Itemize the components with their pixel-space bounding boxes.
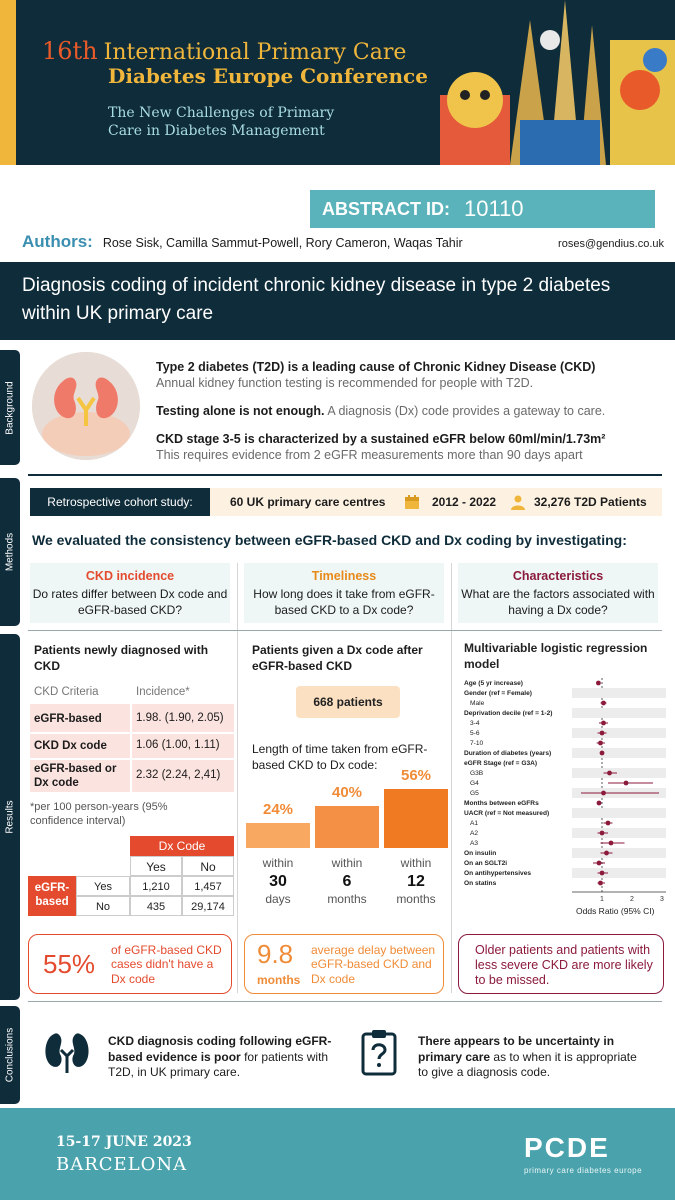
column-divider [451,563,452,993]
criteria-cell: eGFR-based or Dx code [34,763,117,790]
dx-yes-header: Yes [130,856,182,876]
column-question-characteristics: What are the factors associated with having a Dx code? [461,587,655,617]
forest-point [600,831,605,836]
background-point-1-detail: Annual kidney function testing is recommended for people with T2D. [156,376,534,390]
bar-percent-label: 40% [331,784,363,801]
study-type-label: Retrospective cohort study: [30,488,210,516]
section-tab-conclusions [0,1006,20,1104]
timeliness-heading: Patients given a Dx code after eGFR-based CKD [252,643,423,674]
table-row [30,734,234,758]
callout-characteristics [458,934,664,994]
forest-row-label: On statins [464,880,497,887]
conference-name-line1 [42,38,406,65]
background-point-2-detail: A diagnosis (Dx) code provides a gateway to care. [327,404,606,418]
egfr-based-label: eGFR-based [28,876,76,916]
forest-row-band [572,748,666,758]
study-summary-bar [30,488,662,516]
poster-title-bar [0,262,675,340]
forest-row-label: 5-6 [470,730,480,737]
forest-row-band [572,848,666,858]
table-row [30,704,234,732]
abstract-id-label: ABSTRACT ID: [322,198,450,219]
forest-point [601,721,606,726]
forest-row-label: On insulin [464,850,497,857]
dx-code-header: Dx Code [130,836,234,856]
regression-heading: Multivariable logistic regression model [464,641,648,672]
section-divider [28,1001,662,1002]
incidence-cell: 1.06 (1.00, 1.11) [136,739,220,751]
forest-row-label: G4 [470,780,479,787]
timeliness-bar [246,823,310,848]
bar-time-label [384,856,448,908]
forest-row-band [572,868,666,878]
forest-row-label: G5 [470,790,479,797]
barcelona-artwork-image [440,0,675,165]
callout-characteristics-text: Older patients and patients with less severe CKD are more likely to be missed. [475,943,653,987]
forest-point [624,781,629,786]
section-divider [28,474,662,476]
background-point-3 [156,432,605,448]
conclusion-2 [418,1034,648,1081]
timeliness-bar [384,789,448,848]
kidney-hands-photo [32,352,140,460]
kidney-icon [32,352,140,460]
callout-missing-dx [28,934,232,994]
forest-point [606,821,611,826]
conclusion-2-bold: primary care [418,1049,491,1064]
background-point-2-bold: Testing alone is not enough. [156,404,325,418]
timeliness-bar [315,806,379,848]
forest-row-label: Months between eGFRs [464,800,539,807]
forest-point [600,871,605,876]
authors-row [22,232,672,254]
forest-row-band [572,808,666,818]
callout-text: of eGFR-based CKD cases didn't have a Dx code [111,943,222,986]
cell-no-no: 29,174 [182,896,234,916]
conclusion-2-pre: There appears to be uncertainty in [418,1034,615,1048]
column-question-incidence: Do rates differ between Dx code and eGFR-based CKD? [32,587,228,617]
conference-number: 16th [42,37,98,65]
calendar-icon [404,494,420,510]
conference-city: BARCELONA [56,1154,188,1175]
forest-row-label: Gender (ref = Female) [464,690,532,697]
section-tab-results [0,634,20,1000]
cell-yes-yes: 1,210 [130,876,182,896]
forest-row-label: 3-4 [470,720,480,727]
forest-point [609,841,614,846]
forest-row-label: Duration of diabetes (years) [464,750,552,757]
within-text: within [331,856,363,870]
dx-contingency-table [28,836,236,916]
forest-point [607,771,612,776]
section-label-background: Background [4,380,16,435]
background-point-3-detail: This requires evidence from 2 eGFR measurements more than 90 days apart [156,448,583,462]
person-icon [510,494,526,510]
forest-point [604,851,609,856]
cell-no-yes: 435 [130,896,182,916]
clipboard-question-icon [360,1028,398,1076]
dx-no-header: No [182,856,234,876]
forest-row-label: G3B [470,770,484,777]
forest-row-label: Age (5 yr increase) [464,680,524,687]
background-point-1 [156,360,595,376]
column-heading-incidence: CKD incidence [85,569,175,583]
incidence-cell: 1.98. (1.90, 2.05) [136,712,224,724]
forest-row-label: A3 [470,840,479,847]
column-head-characteristics [458,563,658,623]
header-accent-stripe [0,0,16,165]
forest-tick-label: 2 [630,896,634,903]
criteria-cell: eGFR-based [34,713,102,725]
conference-subtitle: The New Challenges of Primary Care in Diabetes Management [108,105,335,140]
author-email: roses@gendius.co.uk [558,238,664,250]
time-number: 6 [342,872,352,890]
conference-footer [0,1108,675,1200]
time-unit: days [265,892,291,907]
background-point-3-bold: CKD stage 3-5 is characterized by a sustained eGFR below 60ml/min/1.73m² [156,432,606,446]
forest-row-label: A1 [470,820,479,827]
column-head-incidence [30,563,230,623]
conference-header [0,0,675,165]
section-divider [28,630,662,631]
forest-point [600,751,605,756]
patients-count-badge: 668 patients [296,686,400,718]
forest-row-band [572,688,666,698]
length-of-time-text: Length of time taken from eGFR-based CKD to Dx code: [252,742,428,772]
forest-point [601,701,606,706]
forest-point [601,791,606,796]
forest-point [598,741,603,746]
forest-row-label: UACR (ref = Not measured) [464,810,550,817]
forest-row-label: 7-10 [470,740,484,747]
forest-point [600,731,605,736]
forest-point [597,861,602,866]
egfr-yes-label: Yes [76,876,130,896]
background-point-2 [156,404,605,420]
callout-delay-text: average delay between eGFR-based CKD and Dx code [311,943,436,986]
time-unit: months [327,892,367,907]
incidence-footnote: *per 100 person-years (95% confidence interval) [30,801,168,828]
bar-time-label [315,856,379,908]
table-row [30,760,234,792]
forest-tick-label: 3 [660,896,664,903]
pcde-logo-subtitle: primary care diabetes europe [524,1166,643,1175]
abstract-id-banner [310,190,655,228]
forest-row-band [572,768,666,778]
forest-row-band [572,828,666,838]
within-text: within [262,856,294,870]
callout-delay-unit: months [257,973,301,987]
forest-row-label: eGFR Stage (ref = G3A) [464,760,538,767]
background-point-1-bold: Type 2 diabetes (T2D) is a leading cause of Chronic Kidney Disease (CKD) [156,360,596,374]
column-question-timeliness: How long does it take from eGFR-based CKD to a Dx code? [253,587,435,617]
bar-percent-label: 56% [400,767,432,785]
pcde-logo: PCDE [524,1132,610,1163]
forest-row-label: On an SGLT2i [464,860,508,867]
column-heading-timeliness: Timeliness [311,569,377,583]
callout-delay-value: 9.8 [257,939,294,969]
time-number: 12 [407,872,425,890]
section-label-results: Results [4,800,16,834]
study-years: 2012 - 2022 [432,495,497,509]
within-text: within [400,856,432,870]
column-head-timeliness [244,563,444,623]
time-number: 30 [269,872,287,890]
conference-date: 15-17 JUNE 2023 [56,1134,192,1150]
section-tab-methods [0,478,20,626]
criteria-cell: CKD Dx code [34,740,107,752]
criteria-header: CKD Criteria [34,686,99,698]
conclusion-1-bold: CKD diagnosis coding following eGFR-based evidence is poor [108,1034,332,1064]
section-label-methods: Methods [4,532,16,572]
forest-point [596,681,601,686]
incidence-heading: Patients newly diagnosed with CKD [34,643,209,674]
column-heading-characteristics: Characteristics [512,569,604,583]
conclusion-1-rest: for patients with T2D, in UK primary care. [108,1049,329,1080]
forest-row-label: Male [470,700,485,707]
forest-x-axis-label: Odds Ratio (95% CI) [576,906,655,916]
author-names: Rose Sisk, Camilla Sammut-Powell, Rory Cameron, Waqas Tahir [102,236,463,250]
authors-label: Authors: [22,232,93,251]
forest-row-label: On antihypertensives [464,870,532,877]
study-patients: 32,276 T2D Patients [534,495,647,509]
study-centres: 60 UK primary care centres [230,495,386,509]
conference-name-text1: International Primary Care [103,40,407,65]
column-divider [237,563,238,993]
time-unit: months [396,892,436,907]
forest-point [597,801,602,806]
callout-percent: 55% [43,949,96,979]
cell-yes-no: 1,457 [182,876,234,896]
incidence-cell: 2.32 (2.24, 2,41) [136,769,221,781]
forest-plot [460,678,675,923]
callout-delay [244,934,444,994]
bar-time-label [246,856,310,908]
forest-row-band [572,728,666,738]
kidneys-icon [42,1030,92,1074]
forest-row-label: A2 [470,830,479,837]
poster-title: Diagnosis coding of incident chronic kidney disease in type 2 diabetes within UK primary care [22,275,611,324]
conclusion-2-rest: as to when it is appropriate to give a diagnosis code. [418,1049,637,1080]
forest-tick-label: 1 [600,896,604,903]
egfr-no-label: No [76,896,130,916]
forest-row-band [572,708,666,718]
conference-name-line2: Diabetes Europe Conference [108,64,428,88]
abstract-id-value: 10110 [464,196,524,221]
forest-row-label: Deprivation decile (ref = 1-2) [464,710,553,717]
evaluation-statement: We evaluated the consistency between eGFR-based CKD and Dx coding by investigating: [32,532,627,548]
bar-percent-label: 24% [262,800,294,818]
section-tab-background [0,350,20,465]
forest-point [598,881,603,886]
section-label-conclusions: Conclusions [4,1027,16,1083]
incidence-header: Incidence* [136,686,190,698]
conclusion-1 [108,1034,338,1081]
